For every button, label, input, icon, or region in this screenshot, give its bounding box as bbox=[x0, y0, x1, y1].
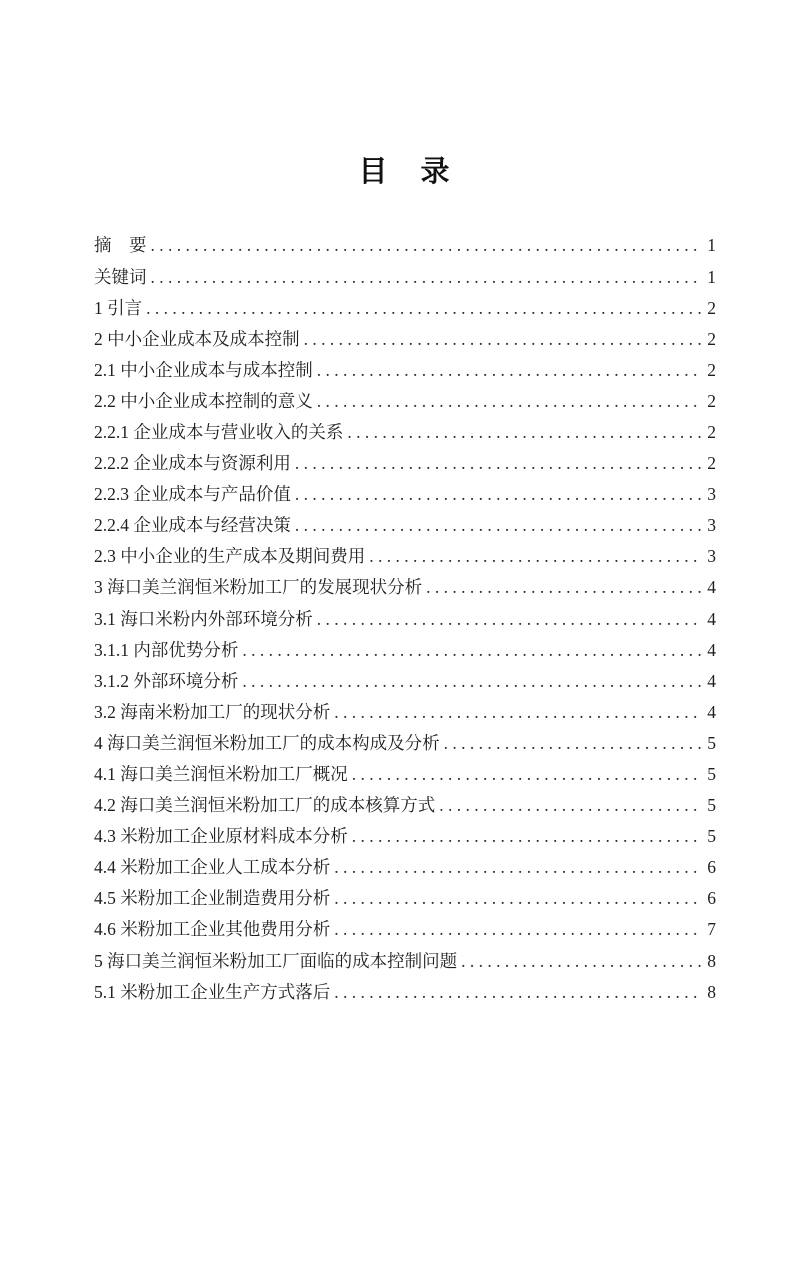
toc-entry-page: 5 bbox=[707, 732, 716, 753]
toc-entry bbox=[94, 386, 716, 417]
toc-entry bbox=[94, 884, 716, 915]
toc-entry-label: 4 海口美兰润恒米粉加工厂的成本构成及分析 bbox=[94, 732, 440, 753]
toc-entry bbox=[94, 448, 716, 479]
toc-entry bbox=[94, 977, 716, 1008]
toc-entry bbox=[94, 728, 716, 759]
toc-entry-label: 4.5 米粉加工企业制造费用分析 bbox=[94, 888, 331, 909]
dot-leader bbox=[369, 546, 701, 568]
dot-leader bbox=[347, 422, 701, 444]
toc-entry-label: 4.4 米粉加工企业人工成本分析 bbox=[94, 857, 331, 878]
toc-entry-label: 3 海口美兰润恒米粉加工厂的发展现状分析 bbox=[94, 577, 423, 598]
toc-entry-page: 2 bbox=[707, 359, 716, 380]
toc-entry-label: 3.1.1 内部优势分析 bbox=[94, 639, 239, 660]
toc-list bbox=[94, 231, 716, 1008]
toc-entry bbox=[94, 417, 716, 448]
toc-entry-page: 1 bbox=[707, 235, 716, 256]
toc-entry-label: 2.2.3 企业成本与产品价值 bbox=[94, 484, 291, 505]
dot-leader bbox=[146, 298, 701, 320]
dot-leader bbox=[334, 888, 701, 910]
toc-entry-page: 5 bbox=[707, 826, 716, 847]
toc-entry-page: 2 bbox=[707, 328, 716, 349]
dot-leader bbox=[439, 795, 701, 817]
toc-entry bbox=[94, 324, 716, 355]
toc-entry-page: 8 bbox=[707, 950, 716, 971]
toc-entry-label: 关键词 bbox=[94, 266, 147, 287]
dot-leader bbox=[352, 764, 701, 786]
toc-entry-page: 4 bbox=[707, 701, 716, 722]
toc-entry-page: 4 bbox=[707, 670, 716, 691]
toc-entry bbox=[94, 697, 716, 728]
toc-entry bbox=[94, 355, 716, 386]
toc-entry bbox=[94, 635, 716, 666]
toc-entry-label: 5 海口美兰润恒米粉加工厂面临的成本控制问题 bbox=[94, 950, 458, 971]
toc-entry bbox=[94, 604, 716, 635]
toc-entry bbox=[94, 759, 716, 790]
toc-entry-label: 3.1.2 外部环境分析 bbox=[94, 670, 239, 691]
toc-entry bbox=[94, 573, 716, 604]
dot-leader bbox=[334, 857, 701, 879]
toc-entry-label: 1 引言 bbox=[94, 297, 143, 318]
dot-leader bbox=[334, 919, 701, 941]
toc-entry bbox=[94, 480, 716, 511]
toc-entry-page: 4 bbox=[707, 608, 716, 629]
toc-entry-label: 摘 要 bbox=[94, 235, 147, 256]
dot-leader bbox=[304, 329, 701, 351]
dot-leader bbox=[444, 733, 701, 755]
toc-entry-label: 2.3 中小企业的生产成本及期间费用 bbox=[94, 546, 366, 567]
toc-entry-page: 3 bbox=[707, 515, 716, 536]
toc-entry-page: 6 bbox=[707, 888, 716, 909]
toc-entry-page: 4 bbox=[707, 639, 716, 660]
toc-title: 目 录 bbox=[358, 156, 452, 188]
toc-entry bbox=[94, 511, 716, 542]
toc-entry-page: 1 bbox=[707, 266, 716, 287]
toc-entry bbox=[94, 915, 716, 946]
dot-leader bbox=[242, 671, 701, 693]
dot-leader bbox=[242, 640, 701, 662]
toc-entry-label: 2.2.4 企业成本与经营决策 bbox=[94, 515, 291, 536]
dot-leader bbox=[295, 515, 701, 537]
dot-leader bbox=[461, 951, 701, 973]
toc-entry-page: 7 bbox=[707, 919, 716, 940]
dot-leader bbox=[151, 235, 702, 257]
toc-entry-page: 2 bbox=[707, 453, 716, 474]
toc-entry-label: 3.1 海口米粉内外部环境分析 bbox=[94, 608, 313, 629]
document-page bbox=[0, 155, 793, 1277]
dot-leader bbox=[334, 702, 701, 724]
toc-entry-page: 2 bbox=[707, 297, 716, 318]
toc-entry bbox=[94, 790, 716, 821]
toc-entry-page: 2 bbox=[707, 390, 716, 411]
toc-entry bbox=[94, 666, 716, 697]
dot-leader bbox=[352, 826, 701, 848]
toc-entry-page: 4 bbox=[707, 577, 716, 598]
dot-leader bbox=[295, 484, 701, 506]
toc-entry bbox=[94, 293, 716, 324]
dot-leader bbox=[426, 577, 701, 599]
toc-entry-label: 2.2.2 企业成本与资源利用 bbox=[94, 453, 291, 474]
toc-entry-label: 2 中小企业成本及成本控制 bbox=[94, 328, 300, 349]
dot-leader bbox=[317, 391, 701, 413]
toc-entry-page: 8 bbox=[707, 981, 716, 1002]
toc-entry bbox=[94, 853, 716, 884]
toc-entry bbox=[94, 231, 716, 262]
toc-entry-page: 5 bbox=[707, 795, 716, 816]
toc-entry-page: 6 bbox=[707, 857, 716, 878]
dot-leader bbox=[317, 360, 701, 382]
toc-entry bbox=[94, 822, 716, 853]
toc-entry-page: 3 bbox=[707, 546, 716, 567]
toc-entry-label: 2.2.1 企业成本与营业收入的关系 bbox=[94, 421, 344, 442]
toc-entry-label: 5.1 米粉加工企业生产方式落后 bbox=[94, 981, 331, 1002]
toc-entry-page: 5 bbox=[707, 764, 716, 784]
toc-entry-page: 2 bbox=[707, 421, 716, 442]
toc-entry-label: 2.2 中小企业成本控制的意义 bbox=[94, 390, 313, 411]
toc-entry-label: 4.1 海口美兰润恒米粉加工厂概况 bbox=[94, 764, 348, 784]
toc-entry-label: 3.2 海南米粉加工厂的现状分析 bbox=[94, 701, 331, 722]
dot-leader bbox=[295, 453, 701, 475]
toc-entry bbox=[94, 542, 716, 573]
toc-entry-page: 3 bbox=[707, 484, 716, 505]
toc-entry-label: 4.6 米粉加工企业其他费用分析 bbox=[94, 919, 331, 940]
toc-entry bbox=[94, 946, 716, 977]
toc-entry-label: 2.1 中小企业成本与成本控制 bbox=[94, 359, 313, 380]
toc-entry-label: 4.3 米粉加工企业原材料成本分析 bbox=[94, 826, 348, 847]
dot-leader bbox=[317, 609, 701, 631]
dot-leader bbox=[334, 982, 701, 1004]
toc-entry bbox=[94, 262, 716, 293]
toc-entry-label: 4.2 海口美兰润恒米粉加工厂的成本核算方式 bbox=[94, 795, 436, 816]
dot-leader bbox=[151, 267, 702, 289]
